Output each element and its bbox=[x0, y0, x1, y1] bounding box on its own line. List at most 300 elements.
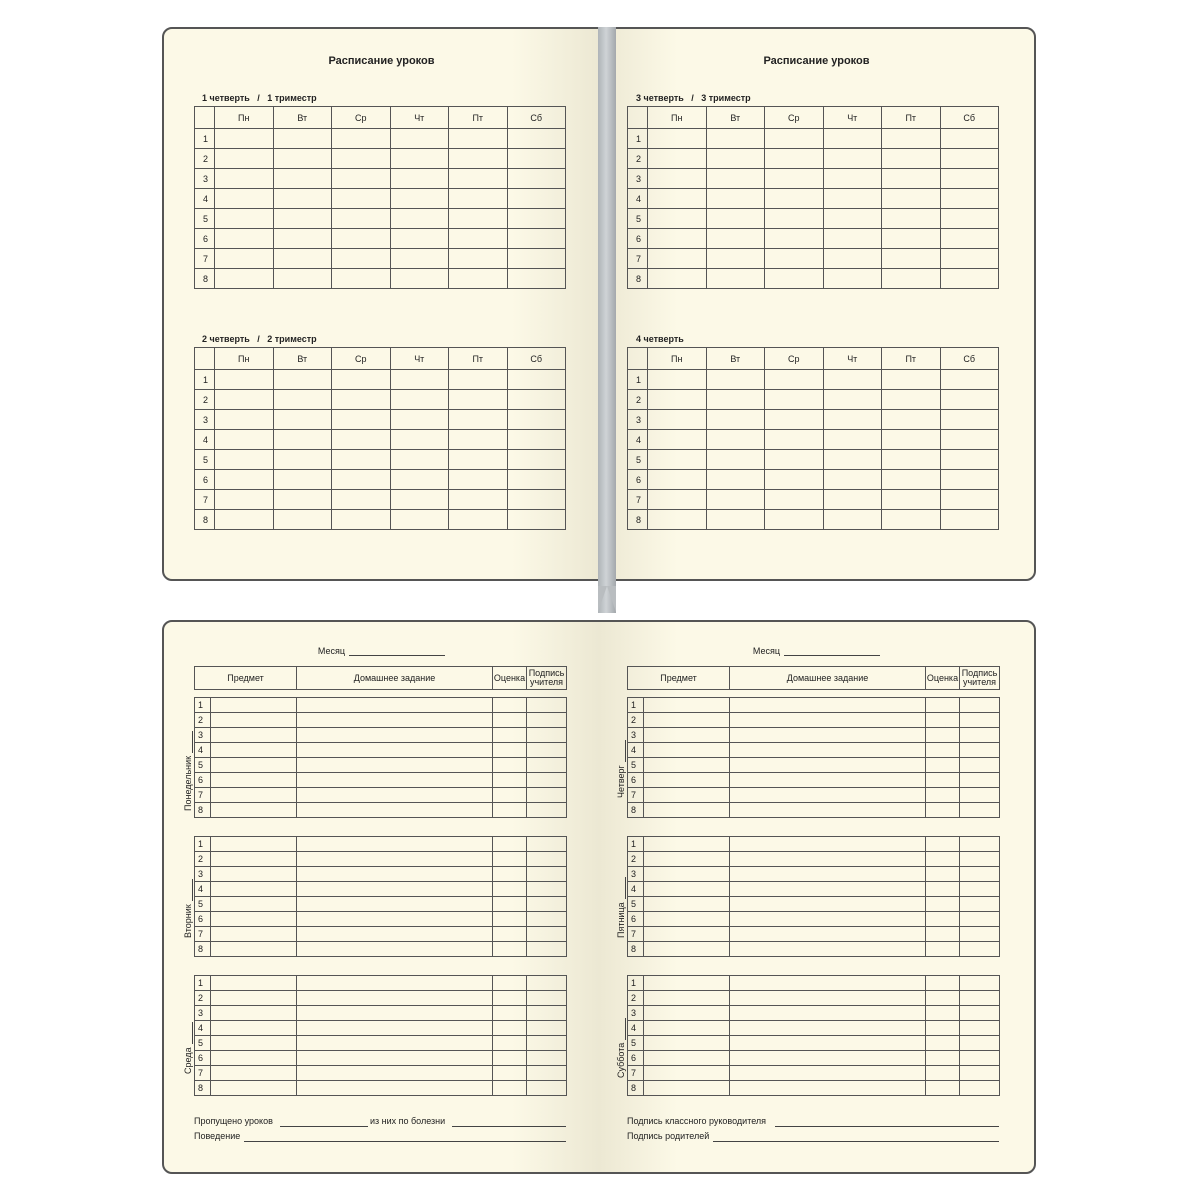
homework-cell[interactable] bbox=[297, 803, 493, 818]
homework-cell[interactable] bbox=[297, 897, 493, 912]
homework-cell[interactable] bbox=[730, 803, 926, 818]
homework-cell[interactable] bbox=[730, 852, 926, 867]
subject-cell[interactable] bbox=[644, 927, 730, 942]
schedule-cell[interactable] bbox=[823, 249, 882, 269]
subject-cell[interactable] bbox=[211, 743, 297, 758]
schedule-cell[interactable] bbox=[507, 510, 566, 530]
schedule-cell[interactable] bbox=[648, 450, 707, 470]
homework-cell[interactable] bbox=[297, 1021, 493, 1036]
schedule-cell[interactable] bbox=[449, 410, 508, 430]
schedule-cell[interactable] bbox=[449, 510, 508, 530]
schedule-cell[interactable] bbox=[332, 510, 391, 530]
schedule-cell[interactable] bbox=[390, 510, 449, 530]
homework-cell[interactable] bbox=[730, 976, 926, 991]
subject-cell[interactable] bbox=[211, 897, 297, 912]
schedule-cell[interactable] bbox=[215, 450, 274, 470]
schedule-cell[interactable] bbox=[706, 169, 765, 189]
signature-cell[interactable] bbox=[960, 852, 1000, 867]
schedule-cell[interactable] bbox=[823, 490, 882, 510]
schedule-cell[interactable] bbox=[823, 269, 882, 289]
schedule-cell[interactable] bbox=[390, 490, 449, 510]
signature-cell[interactable] bbox=[527, 912, 567, 927]
signature-cell[interactable] bbox=[527, 1051, 567, 1066]
schedule-cell[interactable] bbox=[215, 269, 274, 289]
schedule-cell[interactable] bbox=[882, 209, 941, 229]
subject-cell[interactable] bbox=[211, 912, 297, 927]
schedule-cell[interactable] bbox=[449, 149, 508, 169]
homework-cell[interactable] bbox=[297, 976, 493, 991]
schedule-cell[interactable] bbox=[882, 430, 941, 450]
schedule-cell[interactable] bbox=[390, 209, 449, 229]
schedule-cell[interactable] bbox=[823, 169, 882, 189]
grade-cell[interactable] bbox=[493, 1081, 527, 1096]
grade-cell[interactable] bbox=[926, 912, 960, 927]
grade-cell[interactable] bbox=[926, 803, 960, 818]
grade-cell[interactable] bbox=[926, 743, 960, 758]
schedule-cell[interactable] bbox=[648, 470, 707, 490]
homework-cell[interactable] bbox=[730, 1021, 926, 1036]
schedule-cell[interactable] bbox=[882, 189, 941, 209]
schedule-cell[interactable] bbox=[940, 129, 999, 149]
signature-cell[interactable] bbox=[527, 897, 567, 912]
signature-cell[interactable] bbox=[960, 1006, 1000, 1021]
homework-cell[interactable] bbox=[730, 1036, 926, 1051]
homework-cell[interactable] bbox=[297, 1036, 493, 1051]
signature-cell[interactable] bbox=[960, 1066, 1000, 1081]
grade-cell[interactable] bbox=[493, 991, 527, 1006]
schedule-cell[interactable] bbox=[332, 490, 391, 510]
schedule-cell[interactable] bbox=[390, 169, 449, 189]
signature-cell[interactable] bbox=[960, 1036, 1000, 1051]
subject-cell[interactable] bbox=[644, 1021, 730, 1036]
schedule-cell[interactable] bbox=[823, 149, 882, 169]
schedule-cell[interactable] bbox=[706, 129, 765, 149]
schedule-cell[interactable] bbox=[390, 470, 449, 490]
signature-cell[interactable] bbox=[960, 912, 1000, 927]
schedule-cell[interactable] bbox=[940, 430, 999, 450]
schedule-cell[interactable] bbox=[940, 229, 999, 249]
schedule-cell[interactable] bbox=[332, 149, 391, 169]
homework-cell[interactable] bbox=[730, 882, 926, 897]
schedule-cell[interactable] bbox=[765, 149, 824, 169]
subject-cell[interactable] bbox=[211, 773, 297, 788]
grade-cell[interactable] bbox=[926, 976, 960, 991]
schedule-cell[interactable] bbox=[940, 269, 999, 289]
schedule-cell[interactable] bbox=[765, 410, 824, 430]
schedule-cell[interactable] bbox=[273, 169, 332, 189]
subject-cell[interactable] bbox=[644, 803, 730, 818]
homework-cell[interactable] bbox=[297, 852, 493, 867]
schedule-cell[interactable] bbox=[390, 189, 449, 209]
schedule-cell[interactable] bbox=[706, 229, 765, 249]
signature-cell[interactable] bbox=[527, 927, 567, 942]
schedule-cell[interactable] bbox=[449, 229, 508, 249]
subject-cell[interactable] bbox=[211, 1051, 297, 1066]
grade-cell[interactable] bbox=[493, 1036, 527, 1051]
subject-cell[interactable] bbox=[644, 912, 730, 927]
homework-cell[interactable] bbox=[730, 1081, 926, 1096]
subject-cell[interactable] bbox=[211, 803, 297, 818]
schedule-cell[interactable] bbox=[215, 149, 274, 169]
signature-cell[interactable] bbox=[527, 837, 567, 852]
subject-cell[interactable] bbox=[644, 698, 730, 713]
subject-cell[interactable] bbox=[211, 728, 297, 743]
schedule-cell[interactable] bbox=[390, 430, 449, 450]
homework-cell[interactable] bbox=[730, 867, 926, 882]
signature-cell[interactable] bbox=[960, 713, 1000, 728]
schedule-cell[interactable] bbox=[940, 470, 999, 490]
schedule-cell[interactable] bbox=[273, 249, 332, 269]
grade-cell[interactable] bbox=[493, 867, 527, 882]
grade-cell[interactable] bbox=[493, 773, 527, 788]
schedule-cell[interactable] bbox=[390, 269, 449, 289]
schedule-cell[interactable] bbox=[507, 229, 566, 249]
signature-cell[interactable] bbox=[960, 927, 1000, 942]
schedule-cell[interactable] bbox=[215, 490, 274, 510]
schedule-cell[interactable] bbox=[215, 229, 274, 249]
signature-cell[interactable] bbox=[527, 713, 567, 728]
subject-cell[interactable] bbox=[644, 942, 730, 957]
homework-cell[interactable] bbox=[297, 713, 493, 728]
schedule-cell[interactable] bbox=[648, 209, 707, 229]
schedule-cell[interactable] bbox=[648, 370, 707, 390]
schedule-cell[interactable] bbox=[273, 430, 332, 450]
schedule-cell[interactable] bbox=[215, 430, 274, 450]
schedule-cell[interactable] bbox=[273, 470, 332, 490]
schedule-cell[interactable] bbox=[648, 510, 707, 530]
schedule-cell[interactable] bbox=[273, 149, 332, 169]
homework-cell[interactable] bbox=[297, 991, 493, 1006]
schedule-cell[interactable] bbox=[273, 370, 332, 390]
signature-cell[interactable] bbox=[527, 758, 567, 773]
signature-cell[interactable] bbox=[960, 882, 1000, 897]
schedule-cell[interactable] bbox=[765, 370, 824, 390]
schedule-cell[interactable] bbox=[706, 410, 765, 430]
schedule-cell[interactable] bbox=[940, 450, 999, 470]
grade-cell[interactable] bbox=[493, 942, 527, 957]
schedule-cell[interactable] bbox=[332, 249, 391, 269]
schedule-cell[interactable] bbox=[940, 370, 999, 390]
schedule-cell[interactable] bbox=[765, 209, 824, 229]
subject-cell[interactable] bbox=[644, 743, 730, 758]
schedule-cell[interactable] bbox=[940, 169, 999, 189]
schedule-cell[interactable] bbox=[940, 410, 999, 430]
schedule-cell[interactable] bbox=[765, 390, 824, 410]
schedule-cell[interactable] bbox=[648, 269, 707, 289]
signature-cell[interactable] bbox=[960, 698, 1000, 713]
signature-cell[interactable] bbox=[960, 976, 1000, 991]
schedule-cell[interactable] bbox=[273, 269, 332, 289]
schedule-cell[interactable] bbox=[823, 450, 882, 470]
homework-cell[interactable] bbox=[297, 728, 493, 743]
grade-cell[interactable] bbox=[926, 942, 960, 957]
grade-cell[interactable] bbox=[493, 1066, 527, 1081]
schedule-cell[interactable] bbox=[765, 450, 824, 470]
homework-cell[interactable] bbox=[297, 927, 493, 942]
schedule-cell[interactable] bbox=[332, 410, 391, 430]
subject-cell[interactable] bbox=[211, 758, 297, 773]
schedule-cell[interactable] bbox=[823, 390, 882, 410]
signature-cell[interactable] bbox=[527, 1036, 567, 1051]
schedule-cell[interactable] bbox=[648, 189, 707, 209]
homework-cell[interactable] bbox=[730, 927, 926, 942]
schedule-cell[interactable] bbox=[648, 249, 707, 269]
subject-cell[interactable] bbox=[644, 1081, 730, 1096]
signature-cell[interactable] bbox=[527, 867, 567, 882]
schedule-cell[interactable] bbox=[765, 189, 824, 209]
schedule-cell[interactable] bbox=[648, 229, 707, 249]
schedule-cell[interactable] bbox=[273, 490, 332, 510]
signature-cell[interactable] bbox=[960, 743, 1000, 758]
schedule-cell[interactable] bbox=[823, 510, 882, 530]
homework-cell[interactable] bbox=[730, 713, 926, 728]
grade-cell[interactable] bbox=[926, 927, 960, 942]
schedule-cell[interactable] bbox=[449, 209, 508, 229]
schedule-cell[interactable] bbox=[390, 390, 449, 410]
schedule-cell[interactable] bbox=[390, 149, 449, 169]
subject-cell[interactable] bbox=[644, 788, 730, 803]
schedule-cell[interactable] bbox=[706, 249, 765, 269]
grade-cell[interactable] bbox=[493, 897, 527, 912]
signature-cell[interactable] bbox=[527, 728, 567, 743]
schedule-cell[interactable] bbox=[765, 169, 824, 189]
grade-cell[interactable] bbox=[493, 837, 527, 852]
grade-cell[interactable] bbox=[926, 897, 960, 912]
schedule-cell[interactable] bbox=[507, 149, 566, 169]
schedule-cell[interactable] bbox=[882, 490, 941, 510]
homework-cell[interactable] bbox=[730, 837, 926, 852]
schedule-cell[interactable] bbox=[449, 249, 508, 269]
schedule-cell[interactable] bbox=[332, 169, 391, 189]
schedule-cell[interactable] bbox=[940, 510, 999, 530]
schedule-cell[interactable] bbox=[706, 189, 765, 209]
schedule-cell[interactable] bbox=[507, 209, 566, 229]
homework-cell[interactable] bbox=[297, 912, 493, 927]
subject-cell[interactable] bbox=[211, 1081, 297, 1096]
grade-cell[interactable] bbox=[926, 728, 960, 743]
schedule-cell[interactable] bbox=[449, 390, 508, 410]
grade-cell[interactable] bbox=[926, 788, 960, 803]
signature-cell[interactable] bbox=[960, 942, 1000, 957]
subject-cell[interactable] bbox=[211, 1006, 297, 1021]
schedule-cell[interactable] bbox=[390, 249, 449, 269]
schedule-cell[interactable] bbox=[332, 189, 391, 209]
signature-cell[interactable] bbox=[527, 991, 567, 1006]
signature-cell[interactable] bbox=[960, 837, 1000, 852]
schedule-cell[interactable] bbox=[507, 370, 566, 390]
signature-cell[interactable] bbox=[527, 1081, 567, 1096]
subject-cell[interactable] bbox=[644, 897, 730, 912]
signature-cell[interactable] bbox=[960, 773, 1000, 788]
signature-cell[interactable] bbox=[527, 698, 567, 713]
schedule-cell[interactable] bbox=[823, 189, 882, 209]
schedule-cell[interactable] bbox=[449, 370, 508, 390]
schedule-cell[interactable] bbox=[765, 510, 824, 530]
schedule-cell[interactable] bbox=[648, 490, 707, 510]
schedule-cell[interactable] bbox=[215, 370, 274, 390]
grade-cell[interactable] bbox=[926, 837, 960, 852]
schedule-cell[interactable] bbox=[507, 410, 566, 430]
homework-cell[interactable] bbox=[297, 837, 493, 852]
schedule-cell[interactable] bbox=[507, 189, 566, 209]
schedule-cell[interactable] bbox=[706, 390, 765, 410]
homework-cell[interactable] bbox=[297, 743, 493, 758]
homework-cell[interactable] bbox=[297, 942, 493, 957]
schedule-cell[interactable] bbox=[765, 129, 824, 149]
subject-cell[interactable] bbox=[211, 1021, 297, 1036]
subject-cell[interactable] bbox=[644, 1066, 730, 1081]
signature-cell[interactable] bbox=[960, 728, 1000, 743]
schedule-cell[interactable] bbox=[449, 269, 508, 289]
subject-cell[interactable] bbox=[644, 852, 730, 867]
schedule-cell[interactable] bbox=[648, 169, 707, 189]
schedule-cell[interactable] bbox=[706, 149, 765, 169]
schedule-cell[interactable] bbox=[332, 470, 391, 490]
grade-cell[interactable] bbox=[926, 867, 960, 882]
schedule-cell[interactable] bbox=[507, 129, 566, 149]
grade-cell[interactable] bbox=[493, 976, 527, 991]
schedule-cell[interactable] bbox=[390, 229, 449, 249]
signature-cell[interactable] bbox=[527, 1006, 567, 1021]
schedule-cell[interactable] bbox=[648, 410, 707, 430]
grade-cell[interactable] bbox=[493, 698, 527, 713]
schedule-cell[interactable] bbox=[273, 410, 332, 430]
signature-cell[interactable] bbox=[960, 1081, 1000, 1096]
schedule-cell[interactable] bbox=[507, 490, 566, 510]
signature-cell[interactable] bbox=[960, 803, 1000, 818]
schedule-cell[interactable] bbox=[765, 430, 824, 450]
schedule-cell[interactable] bbox=[765, 249, 824, 269]
schedule-cell[interactable] bbox=[882, 149, 941, 169]
schedule-cell[interactable] bbox=[390, 129, 449, 149]
schedule-cell[interactable] bbox=[823, 470, 882, 490]
schedule-cell[interactable] bbox=[882, 510, 941, 530]
signature-cell[interactable] bbox=[527, 976, 567, 991]
grade-cell[interactable] bbox=[493, 882, 527, 897]
homework-cell[interactable] bbox=[297, 1051, 493, 1066]
subject-cell[interactable] bbox=[644, 758, 730, 773]
homework-cell[interactable] bbox=[730, 1066, 926, 1081]
grade-cell[interactable] bbox=[926, 852, 960, 867]
homework-cell[interactable] bbox=[730, 758, 926, 773]
schedule-cell[interactable] bbox=[507, 249, 566, 269]
signature-cell[interactable] bbox=[960, 867, 1000, 882]
signature-cell[interactable] bbox=[960, 897, 1000, 912]
schedule-cell[interactable] bbox=[882, 470, 941, 490]
schedule-cell[interactable] bbox=[273, 510, 332, 530]
subject-cell[interactable] bbox=[211, 1036, 297, 1051]
grade-cell[interactable] bbox=[926, 698, 960, 713]
signature-cell[interactable] bbox=[960, 991, 1000, 1006]
subject-cell[interactable] bbox=[211, 1066, 297, 1081]
schedule-cell[interactable] bbox=[332, 229, 391, 249]
homework-cell[interactable] bbox=[297, 867, 493, 882]
schedule-cell[interactable] bbox=[273, 450, 332, 470]
schedule-cell[interactable] bbox=[449, 189, 508, 209]
schedule-cell[interactable] bbox=[823, 209, 882, 229]
homework-cell[interactable] bbox=[730, 728, 926, 743]
schedule-cell[interactable] bbox=[332, 390, 391, 410]
grade-cell[interactable] bbox=[926, 1006, 960, 1021]
grade-cell[interactable] bbox=[926, 882, 960, 897]
homework-cell[interactable] bbox=[730, 942, 926, 957]
signature-cell[interactable] bbox=[527, 852, 567, 867]
schedule-cell[interactable] bbox=[215, 209, 274, 229]
grade-cell[interactable] bbox=[493, 803, 527, 818]
schedule-cell[interactable] bbox=[507, 470, 566, 490]
signature-cell[interactable] bbox=[527, 882, 567, 897]
grade-cell[interactable] bbox=[493, 758, 527, 773]
schedule-cell[interactable] bbox=[823, 410, 882, 430]
grade-cell[interactable] bbox=[926, 1036, 960, 1051]
homework-cell[interactable] bbox=[297, 1081, 493, 1096]
subject-cell[interactable] bbox=[644, 882, 730, 897]
signature-cell[interactable] bbox=[960, 758, 1000, 773]
schedule-cell[interactable] bbox=[882, 410, 941, 430]
homework-cell[interactable] bbox=[297, 788, 493, 803]
signature-cell[interactable] bbox=[527, 803, 567, 818]
schedule-cell[interactable] bbox=[706, 450, 765, 470]
subject-cell[interactable] bbox=[644, 773, 730, 788]
schedule-cell[interactable] bbox=[273, 129, 332, 149]
grade-cell[interactable] bbox=[926, 1066, 960, 1081]
homework-cell[interactable] bbox=[297, 698, 493, 713]
signature-cell[interactable] bbox=[527, 743, 567, 758]
schedule-cell[interactable] bbox=[332, 450, 391, 470]
grade-cell[interactable] bbox=[493, 1021, 527, 1036]
schedule-cell[interactable] bbox=[215, 470, 274, 490]
subject-cell[interactable] bbox=[644, 1051, 730, 1066]
schedule-cell[interactable] bbox=[882, 169, 941, 189]
subject-cell[interactable] bbox=[644, 837, 730, 852]
grade-cell[interactable] bbox=[926, 713, 960, 728]
grade-cell[interactable] bbox=[493, 788, 527, 803]
schedule-cell[interactable] bbox=[940, 249, 999, 269]
schedule-cell[interactable] bbox=[648, 430, 707, 450]
grade-cell[interactable] bbox=[926, 1021, 960, 1036]
schedule-cell[interactable] bbox=[449, 169, 508, 189]
grade-cell[interactable] bbox=[493, 1006, 527, 1021]
grade-cell[interactable] bbox=[493, 927, 527, 942]
schedule-cell[interactable] bbox=[882, 129, 941, 149]
schedule-cell[interactable] bbox=[507, 390, 566, 410]
schedule-cell[interactable] bbox=[390, 450, 449, 470]
schedule-cell[interactable] bbox=[882, 269, 941, 289]
schedule-cell[interactable] bbox=[706, 209, 765, 229]
schedule-cell[interactable] bbox=[823, 430, 882, 450]
schedule-cell[interactable] bbox=[940, 390, 999, 410]
schedule-cell[interactable] bbox=[823, 129, 882, 149]
signature-cell[interactable] bbox=[960, 788, 1000, 803]
subject-cell[interactable] bbox=[644, 713, 730, 728]
signature-cell[interactable] bbox=[527, 942, 567, 957]
homework-cell[interactable] bbox=[730, 912, 926, 927]
homework-cell[interactable] bbox=[730, 698, 926, 713]
schedule-cell[interactable] bbox=[215, 249, 274, 269]
schedule-cell[interactable] bbox=[332, 209, 391, 229]
homework-cell[interactable] bbox=[297, 882, 493, 897]
schedule-cell[interactable] bbox=[332, 269, 391, 289]
schedule-cell[interactable] bbox=[449, 450, 508, 470]
schedule-cell[interactable] bbox=[507, 430, 566, 450]
schedule-cell[interactable] bbox=[648, 129, 707, 149]
schedule-cell[interactable] bbox=[273, 209, 332, 229]
schedule-cell[interactable] bbox=[706, 510, 765, 530]
homework-cell[interactable] bbox=[297, 1006, 493, 1021]
homework-cell[interactable] bbox=[730, 773, 926, 788]
signature-cell[interactable] bbox=[527, 773, 567, 788]
schedule-cell[interactable] bbox=[882, 249, 941, 269]
